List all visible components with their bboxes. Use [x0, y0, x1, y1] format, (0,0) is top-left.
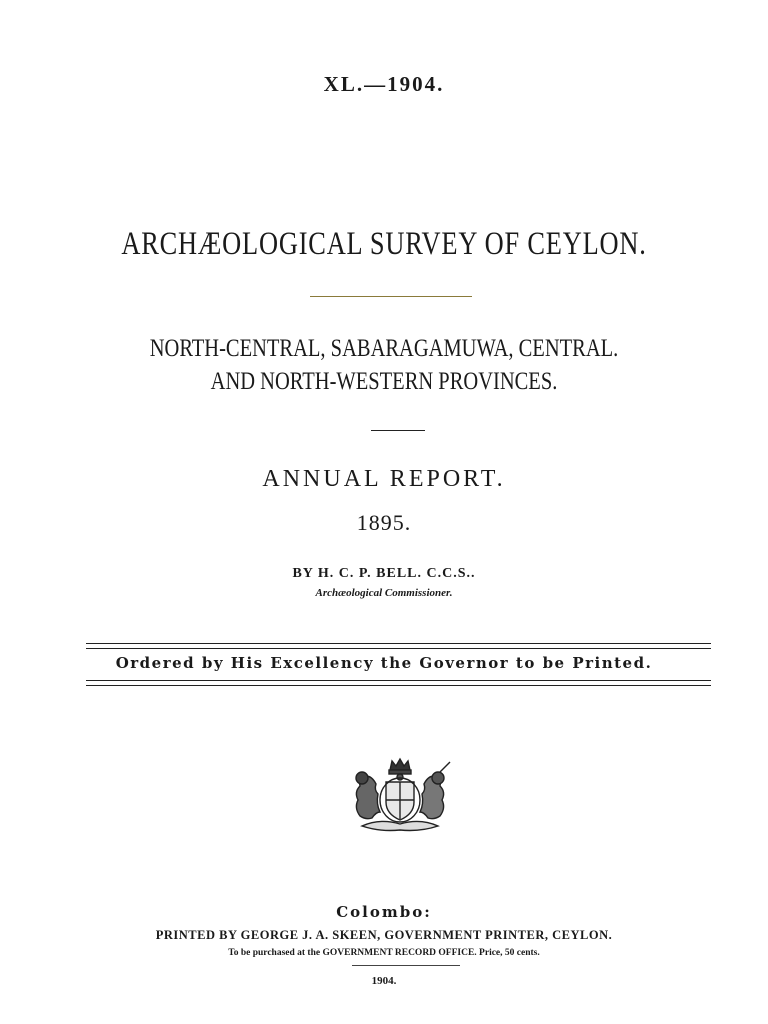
report-type: ANNUAL REPORT.	[262, 466, 506, 492]
provinces-line-1: NORTH-CENTRAL, SABARAGAMUWA, CENTRAL.	[149, 335, 619, 362]
author: BY H. C. P. BELL. C.C.S..	[292, 566, 476, 581]
ornamental-rule	[310, 296, 472, 297]
publication-year: 1904.	[371, 975, 397, 987]
footer-rule	[352, 965, 460, 966]
author-role: Archæological Commissioner.	[315, 587, 453, 599]
ordered-notice: Ordered by His Excellency the Governor to be Printed.	[115, 654, 653, 672]
provinces-line-2: AND NORTH-WESTERN PROVINCES.	[210, 368, 558, 395]
purchase-line: To be purchased at the GOVERNMENT RECORD OFFICE. Price, 50 cents.	[228, 948, 540, 958]
document-title: ARCHÆOLOGICAL SURVEY OF CEYLON.	[121, 226, 647, 262]
report-year: 1895.	[356, 510, 412, 535]
series-number: XL.—1904.	[323, 72, 445, 96]
royal-coat-of-arms-icon	[332, 756, 468, 836]
short-rule	[371, 430, 425, 431]
printer-line: PRINTED BY GEORGE J. A. SKEEN, GOVERNMENT PRINTER, CEYLON.	[155, 928, 613, 942]
double-rule-top	[86, 643, 711, 649]
place-of-publication: Colombo:	[336, 903, 432, 921]
double-rule-bottom	[86, 680, 711, 686]
